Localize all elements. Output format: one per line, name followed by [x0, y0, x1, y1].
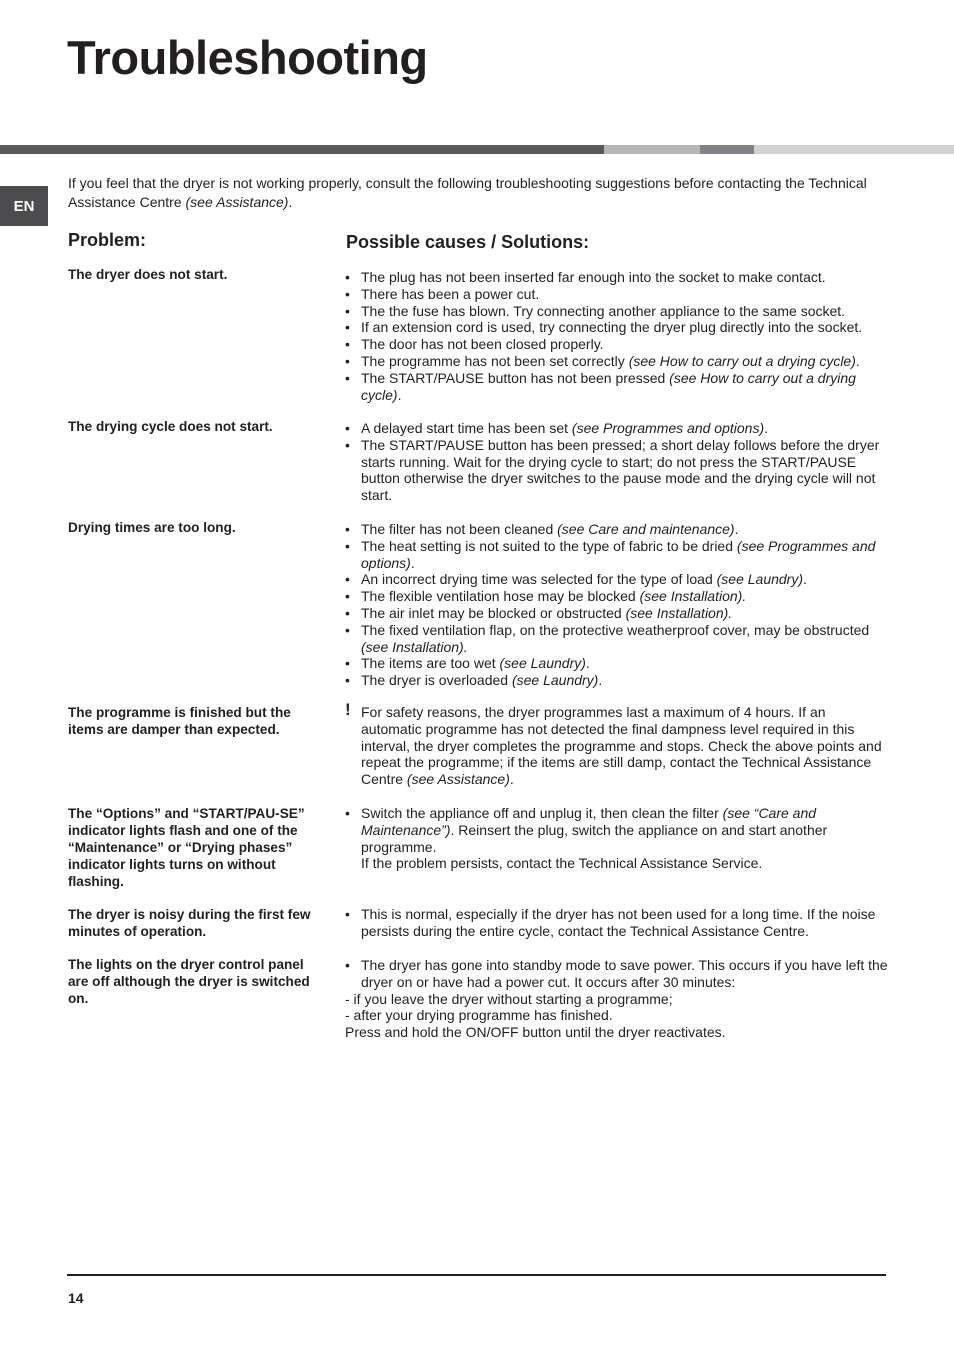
page-number: 14: [68, 1290, 84, 1306]
intro-paragraph: [68, 174, 888, 212]
header-rule-dark: [0, 145, 604, 154]
intro-text: If you feel that the dryer is not working properly, consult the following troubleshooting suggestions before contacting the Technical Assistance Centre: [68, 175, 867, 210]
solution-item: • The fixed ventilation flap, on the protective weatherproof cover, may be obstructed (see Installation).: [345, 622, 890, 656]
solution-item: • The heat setting is not suited to the type of fabric to be dried (see Programmes and options).: [345, 538, 890, 572]
solution-item: • This is normal, especially if the dryer has not been used for a long time. If the noise persists during the entire cycle, contact the Technical Assistance Centre.: [345, 906, 890, 940]
solution-item: • If an extension cord is used, try connecting the dryer plug directly into the socket.: [345, 319, 890, 336]
problem-text: The lights on the dryer control panel are off although the dryer is switched on.: [68, 957, 310, 1006]
solution-item: • Switch the appliance off and unplug it, then clean the filter (see “Care and Maintenance”). Reinsert the plug, switch the appliance on and start another programme.: [345, 805, 890, 855]
page-title: Troubleshooting: [67, 31, 428, 84]
problem-text: The “Options” and “START/PAU-SE” indicator lights flash and one of the “Maintenance” or “Drying phases” indicator lights turns on without flashing.: [68, 806, 305, 889]
intro-ref: (see Assistance): [185, 194, 289, 210]
standby-line: - if you leave the dryer without starting a programme;: [345, 990, 673, 1007]
solution-item: • The dryer has gone into standby mode to save power. This occurs if you have left the dryer on or have had a power cut. It occurs after 30 minutes:: [345, 957, 890, 991]
problem-column-header: Problem:: [68, 230, 147, 250]
solution-list: [345, 420, 890, 504]
solution-item: • The START/PAUSE button has not been pressed (see How to carry out a drying cycle).: [345, 370, 890, 404]
header-rule-light: [604, 145, 700, 154]
warning-icon: !: [345, 700, 351, 719]
intro-end: .: [288, 194, 293, 210]
solution-item: • The the fuse has blown. Try connecting another appliance to the same socket.: [345, 303, 890, 320]
standby-line: - after your drying programme has finished.: [345, 1007, 613, 1024]
problem-text: The dryer is noisy during the first few minutes of operation.: [68, 907, 311, 939]
solution-item: • The programme has not been set correctly (see How to carry out a drying cycle).: [345, 353, 890, 370]
problem-text: The programme is finished but the items are damper than expected.: [68, 705, 291, 737]
solution-list: [345, 521, 890, 689]
followup-text: If the problem persists, contact the Technical Assistance Service.: [361, 855, 763, 872]
causes-column-header: Possible causes / Solutions:: [346, 232, 590, 252]
solution-list: [345, 700, 890, 788]
header-rule-pale: [754, 145, 954, 154]
solution-item: • The plug has not been inserted far enough into the socket to make contact.: [345, 269, 890, 286]
solution-list: [345, 805, 890, 872]
language-tab: EN: [0, 186, 48, 226]
solution-item: • The door has not been closed properly.: [345, 336, 890, 353]
solution-item: • The START/PAUSE button has been pressed; a short delay follows before the dryer starts running. Wait for the drying cycle to start; do not press the START/PAUSE button otherwise the dryer switches to the pause mode and the drying cycle will not start.: [345, 437, 890, 504]
solution-item: • There has been a power cut.: [345, 286, 890, 303]
solution-item: • The items are too wet (see Laundry).: [345, 655, 890, 672]
problem-text: The drying cycle does not start.: [68, 419, 273, 434]
solution-item: • The flexible ventilation hose may be blocked (see Installation).: [345, 588, 890, 605]
problem-text: The dryer does not start.: [68, 267, 228, 282]
header-rule-mid: [700, 145, 754, 154]
solution-list: [345, 957, 890, 1041]
solution-list: [345, 269, 890, 403]
solution-item: • An incorrect drying time was selected for the type of load (see Laundry).: [345, 571, 890, 588]
standby-line: Press and hold the ON/OFF button until the dryer reactivates.: [345, 1024, 726, 1041]
solution-item: • A delayed start time has been set (see Programmes and options).: [345, 420, 890, 437]
solution-item: • The dryer is overloaded (see Laundry).: [345, 672, 890, 689]
solution-item: • The air inlet may be blocked or obstructed (see Installation).: [345, 605, 890, 622]
solution-item: ! For safety reasons, the dryer programmes last a maximum of 4 hours. If an automatic programme has not detected the final dampness level required in this interval, the dryer completes the programme and stops. Check the above points and repeat the programme; if the items are still damp, contact the Technical Assistance Centre (see Assistance).: [345, 700, 882, 788]
solution-item: • The filter has not been cleaned (see Care and maintenance).: [345, 521, 890, 538]
footer-rule: [67, 1274, 886, 1276]
problem-text: Drying times are too long.: [68, 520, 236, 535]
solution-list: [345, 906, 890, 940]
